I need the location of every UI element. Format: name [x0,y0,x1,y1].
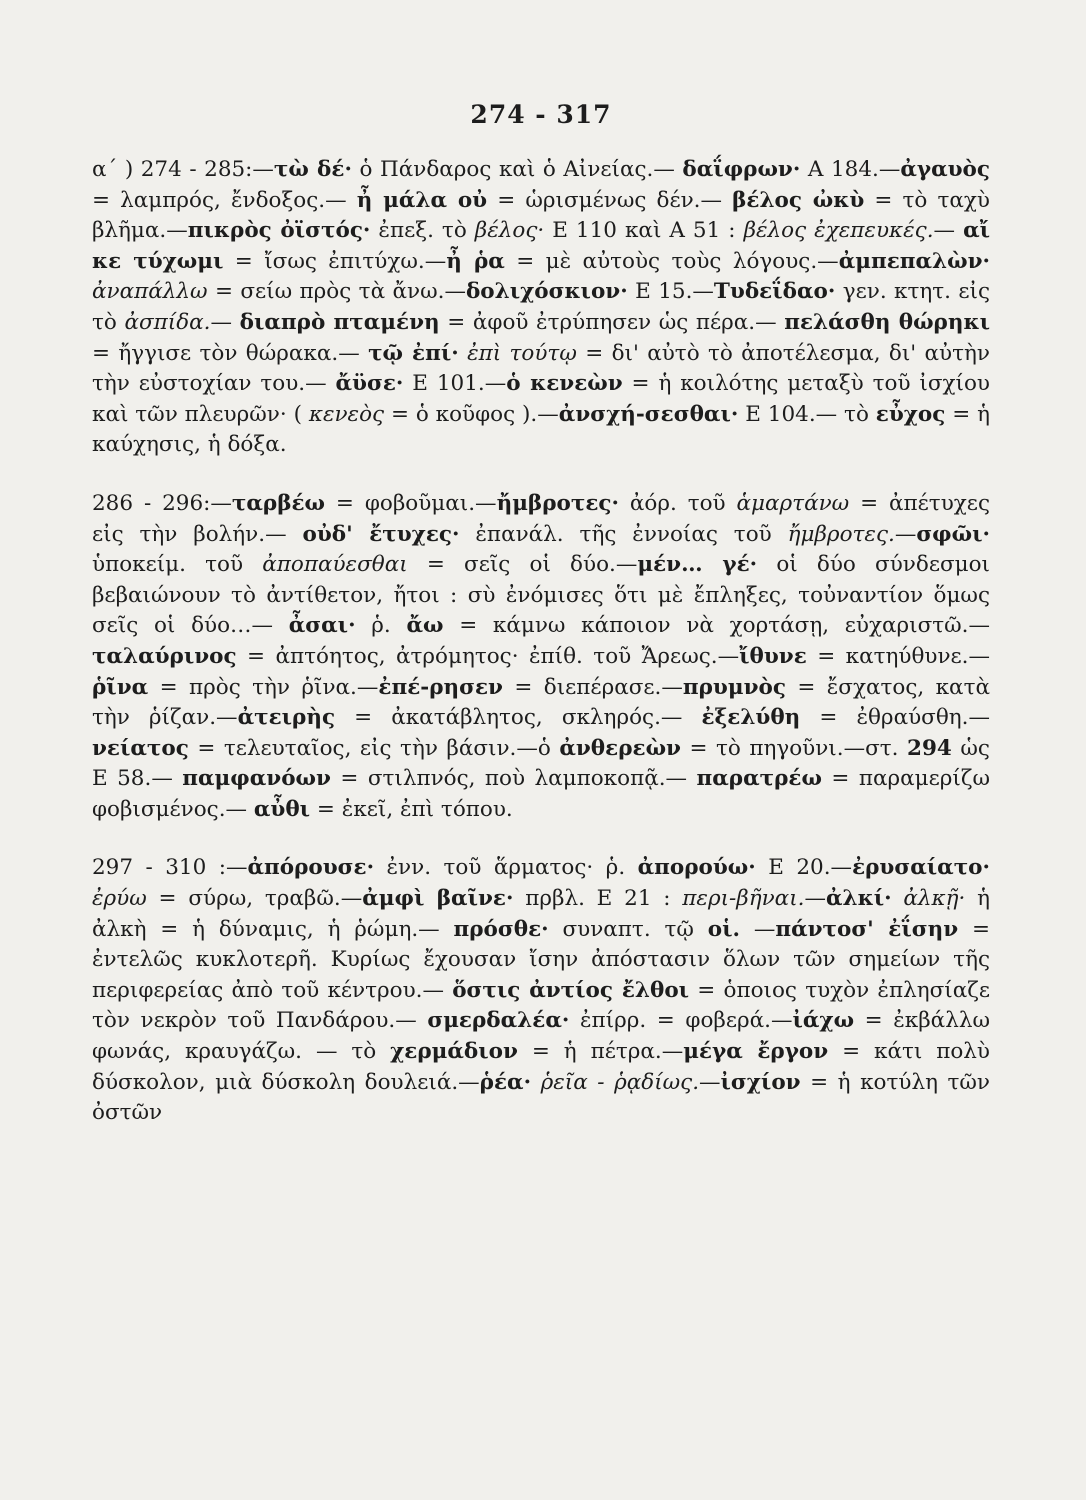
headword: τὼ δέ· [273,157,352,182]
headword: παμφανόων [182,766,331,792]
gloss-text: = τελευταῖος, εἰς τὴν βάσιν.—ὁ [188,735,560,761]
gloss-text: = στιλπνός, ποὺ λαμποκοπᾷ.— [330,766,697,792]
headword: ῥῖνα [92,674,149,700]
gloss-text: πρβλ. Ε 21 : [513,886,683,912]
gloss-text: — [933,218,964,244]
headword: διαπρὸ πταμένη [239,309,440,335]
gloss-text: = ἐθραύσθη.— [800,705,990,731]
gloss-text: α΄ ) 274 - 285:— [92,157,274,182]
gloss-text: = τὸ ταχὺ βλῆμα.— [92,187,990,244]
gloss-text [531,1070,541,1095]
gloss-text: = ἐκεῖ, ἐπὶ τόπου. [310,796,513,822]
gloss-text: Ε 110 καὶ Α 51 : [544,218,744,244]
gloss-text: 297 - 310 :— [92,855,248,881]
gloss-text: = ἴσως ἐπιτύχω.— [223,248,447,274]
citation-text: ἤμβροτες. [787,521,895,547]
commentary-paragraph [92,853,990,1128]
gloss-text: Ε 20.— [755,855,853,881]
headword: δολιχόσκιον· [465,279,628,305]
citation-text: ἁμαρτάνω [736,490,850,516]
headword: σφῶι· [916,521,990,547]
gloss-text: = ἐντελῶς κυκλοτερῆ. Κυρίως ἔχουσαν ἴσην ἀπόστασιν ὅλων τῶν σημείων τῆς περιφερείας ἀπὸ τοῦ κέντρου.— [92,916,990,1003]
headword: ἀμφὶ βαῖνε· [362,886,514,912]
headword: ἴθυνε [739,643,807,669]
headword: ἀνθερεὼν [559,735,681,761]
headword: ἄω [406,613,444,639]
headword: δαΐφρων· [682,157,801,182]
gloss-text: ἐπεξ. τὸ [370,218,475,244]
commentary-body [92,155,990,1129]
headword: ὅστις ἀντίος ἔλθοι [452,977,690,1003]
gloss-text: = ἡ καύχησις, ἡ δόξα. [92,401,990,458]
gloss-text: οἱ δύο σύνδεσμοι βεβαιώνουν τὸ ἀντίθετον, ἤτοι : σὺ ἐνόμισες ὅτι μὲ ἔπληξες, τοὐναντίον ὅμως σεῖς οἱ δύο…— [92,552,990,639]
gloss-text: 286 - 296:— [92,490,232,516]
gloss-text: — [699,1069,721,1095]
headword: Τυδεΐδαο· [713,279,836,305]
gloss-text: γεν. κτητ. εἰς τὸ [92,279,990,335]
gloss-text: = φοβοῦμαι.— [325,490,497,516]
gloss-text: Α 184.— [800,157,901,182]
citation-text: βέλος· [474,218,545,244]
gloss-text: = ἀφοῦ ἐτρύπησεν ὡς πέρα.— [439,309,785,335]
gloss-text: ἐπίρρ. = φοβερά.— [569,1008,793,1034]
gloss-text: = πρὸς τὴν ῥῖνα.— [148,674,379,700]
headword: ἐξελύθη [701,705,801,731]
headword: οὐδ' ἔτυχες· [302,521,460,547]
headword: πάντοσ' ἐΐσην [775,916,959,942]
headword: χερμάδιον [390,1039,518,1065]
headword: ῥέα· [479,1069,532,1095]
gloss-text: = τὸ πηγοῦνι.—στ. [680,735,907,761]
headword: πελάσθη θώρηκι [784,309,990,335]
headword: ἀγαυὸς [900,157,990,182]
headword: πρυμνὸς [682,674,786,700]
citation-text: κενεὸς [308,401,385,427]
gloss-text: ἐνν. τοῦ ἅρματος· ῥ. [374,855,638,881]
gloss-text: Ε 104.— τὸ [738,401,876,427]
gloss-text: = ἀπτόητος, ἀτρόμητος· ἐπίθ. τοῦ Ἄρεως.— [236,643,740,669]
gloss-text: = κατηύθυνε.— [806,643,990,669]
citation-text: ἐρύω [92,886,147,912]
gloss-text [459,341,467,366]
headword: ἐρυσαίατο· [852,855,990,881]
gloss-text: ὡς Ε 58.— [92,735,990,792]
headword: ἄϋσε· [335,371,404,397]
headword: μέν… γέ· [637,552,758,578]
headword: οἱ. [707,916,740,942]
gloss-text: = ἤγγισε τὸν θώρακα.— [92,340,369,366]
headword: ἐπέ-ρησεν [378,674,503,700]
gloss-text: = ἀκατάβλητος, σκληρός.— [335,705,702,731]
gloss-text: — [804,886,826,912]
headword: πρόσθε· [453,916,549,942]
gloss-text: Ε 101.— [403,371,507,397]
headword: ἤμβροτες· [496,490,619,516]
gloss-text: = ἡ πέτρα.— [517,1039,684,1065]
gloss-text: = ὁποιος τυχὸν ἐπλησίαζε τὸν νεκρὸν τοῦ Πανδάρου.— [92,977,991,1034]
gloss-text: = κάμνω κάποιον νὰ χορτάσῃ, εὐχαριστῶ.— [443,613,991,639]
headword: βέλος ὠκὺ [732,187,865,213]
headword: σμερδαλέα· [427,1008,570,1034]
gloss-text: = ἀπέτυχες εἰς τὴν βολήν.— [92,490,990,547]
gloss-text: Ε 15.— [627,279,714,305]
citation-text: ἀναπάλλω [92,279,208,305]
gloss-text: ἀόρ. τοῦ [618,490,737,516]
gloss-text: ὑποκείμ. τοῦ [92,552,263,578]
gloss-text: = διεπέρασε.— [502,674,683,700]
gloss-text [892,886,904,911]
headword: ἰάχω [792,1008,855,1034]
commentary-paragraph [92,155,990,461]
headword: ταρβέω [231,490,326,516]
gloss-text: = σείω πρὸς τὰ ἄνω.— [207,279,466,305]
headword: παρατρέω [696,766,822,792]
gloss-text: = δι' αὐτὸ τὸ ἀποτέλεσμα, δι' αὐτὴν τὴν εὐστοχίαν του.— [92,340,990,397]
gloss-text: = ὡρισμένως δέν.— [487,187,733,213]
gloss-text: = κάτι πολὺ δύσκολον, μιὰ δύσκολη δουλειά.— [92,1039,990,1095]
headword: νείατος [92,735,189,761]
headword: ἆσαι· [288,613,356,639]
gloss-text: — [210,309,240,335]
headword: ἦ μάλα οὐ [356,187,488,213]
headword: ταλαύρινος [92,643,237,669]
gloss-text: — [894,521,917,547]
headword: ἀπορούω· [637,855,756,881]
gloss-text: συναπτ. τῷ [548,916,708,942]
headword: αἴ κε τύχωμι [92,218,991,274]
citation-text: ἀσπίδα. [124,309,211,335]
headword: αὖθι [253,796,311,822]
gloss-text: — [739,916,776,942]
gloss-text: = ἔσχατος, κατὰ τὴν ῥίζαν.— [92,674,990,731]
gloss-text: = λαμπρός, ἔνδοξος.— [92,187,357,213]
headword: ἀμπεπαλὼν· [838,248,991,274]
gloss-text: = σύρω, τραβῶ.— [146,886,363,912]
gloss-text: ἡ ἀλκὴ = ἡ δύναμις, ἡ ῥώμη.— [92,886,990,942]
headword: ἦ ῥα [446,248,505,274]
commentary-paragraph [92,489,990,826]
citation-text: περι-βῆναι. [682,886,805,912]
headword: ἰσχίον [720,1069,801,1095]
headword: ἀπόρουσε· [247,855,375,881]
gloss-text: = ἡ κοιλότης μεταξὺ τοῦ ἰσχίου καὶ τῶν πλευρῶν· ( [92,371,990,427]
citation-text: ἀποπαύεσθαι [262,552,408,578]
gloss-text: = μὲ αὐτοὺς τοὺς λόγους.— [504,248,839,274]
headword: εὖχος [875,401,946,427]
headword: 294 [907,735,952,761]
gloss-text: ὁ Πάνδαρος καὶ ὁ Αἰνείας.— [351,157,683,182]
headword: μέγα ἔργον [683,1039,829,1065]
citation-text: ῥεῖα - ῥᾳδίως. [540,1069,700,1095]
gloss-text: = ὁ κοῦφος ).— [384,401,559,427]
gloss-text: = ἐκβάλλω φωνάς, κραυγάζω. — τὸ [92,1008,990,1065]
gloss-text: = παραμερίζω φοβισμένος.— [92,766,990,822]
headword: ἀτειρὴς [237,705,336,731]
citation-text: βέλος ἐχεπευκές. [743,218,934,244]
headword: πικρὸς ὀϊστός· [187,218,371,244]
citation-text: ἀλκῇ· [903,886,966,912]
headword: ὁ κενεὼν [506,371,623,397]
gloss-text: ῥ. [355,613,407,639]
headword: τῷ ἐπί· [368,340,459,366]
headword: ἀνσχή-σεσθαι· [558,401,739,427]
gloss-text: ἐπανάλ. τῆς ἐννοίας τοῦ [459,521,788,547]
page-header: 274 - 317 [470,100,612,129]
citation-text: ἐπὶ τούτῳ [467,340,577,366]
gloss-text: = σεῖς οἱ δύο.— [407,552,638,578]
page [92,100,990,1157]
gloss-text: = ἡ κοτύλη τῶν ὀστῶν [92,1069,990,1126]
headword: ἀλκί· [825,886,892,912]
